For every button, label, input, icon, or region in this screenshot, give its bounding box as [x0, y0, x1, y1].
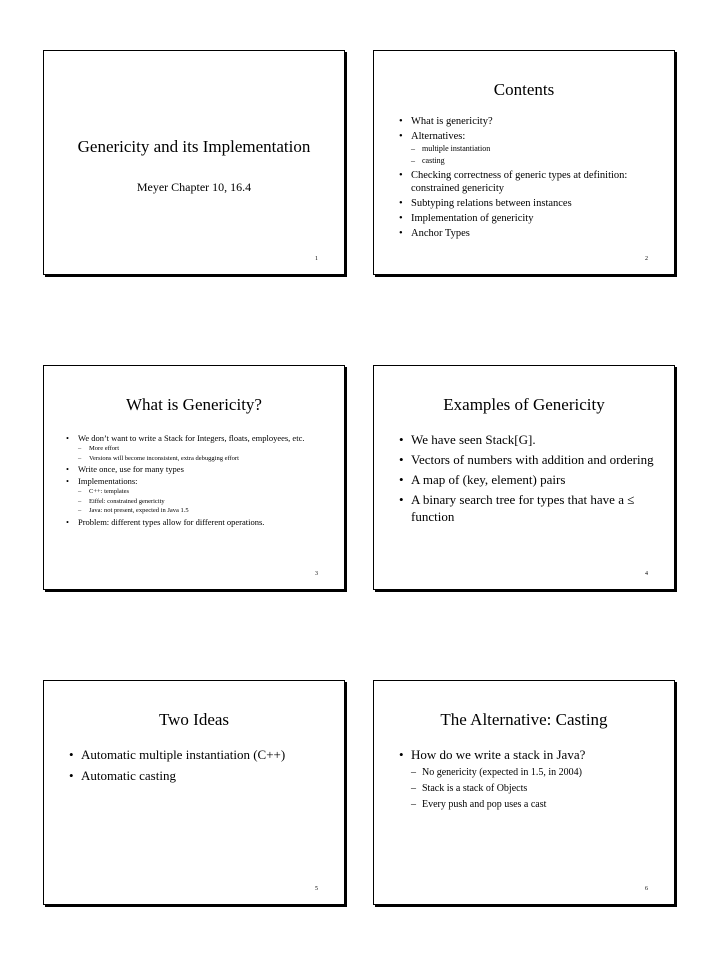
slide-number: 3	[315, 571, 318, 577]
sub-bullet-item: – Java: not present, expected in Java 1.5	[78, 506, 326, 516]
slide-3	[43, 365, 345, 590]
sub-bullet-list	[411, 766, 664, 811]
bullet-text: How do we write a stack in Java?	[411, 747, 586, 762]
slide-title: Genericity and its Implementation	[77, 137, 311, 156]
bullet-list	[399, 746, 664, 814]
sub-bullet-item: – Versions will become inconsistent, extra debugging effort	[78, 454, 326, 464]
sub-bullet-item: – Eiffel: constrained genericity	[78, 497, 326, 507]
bullet-list	[66, 433, 326, 529]
bullet-item: • Automatic multiple instantiation (C++)	[69, 746, 334, 763]
sub-bullet-list	[78, 444, 326, 463]
bullet-list	[399, 431, 664, 528]
bullet-item: • Write once, use for many types	[66, 464, 326, 475]
slide-number: 1	[315, 256, 318, 262]
bullet-text: Alternatives:	[411, 131, 466, 142]
bullet-item: • We have seen Stack[G].	[399, 431, 664, 448]
bullet-item: • Automatic casting	[69, 767, 334, 784]
bullet-item: • What is genericity?	[399, 115, 644, 128]
slide-subtitle: Meyer Chapter 10, 16.4	[136, 180, 252, 194]
bullet-item	[66, 433, 326, 463]
slide-title: What is Genericity?	[126, 395, 262, 414]
slide-2	[373, 50, 675, 275]
bullet-item: • Problem: different types allow for different operations.	[66, 517, 326, 528]
slide-title: Examples of Genericity	[443, 395, 605, 414]
bullet-item	[66, 476, 326, 516]
bullet-item: • Subtyping relations between instances	[399, 197, 644, 210]
sub-bullet-list	[411, 143, 644, 167]
sub-bullet-item: – Stack is a stack of Objects	[411, 782, 664, 795]
slide-title: Contents	[493, 80, 555, 99]
sub-bullet-item: – Every push and pop uses a cast	[411, 798, 664, 811]
slide-number: 2	[645, 256, 648, 262]
bullet-item	[399, 130, 644, 167]
bullet-text: Implementations:	[78, 476, 138, 486]
bullet-list	[69, 746, 334, 788]
slide-4	[373, 365, 675, 590]
bullet-item: • A binary search tree for types that have a ≤ function	[399, 491, 664, 525]
bullet-item: • Vectors of numbers with addition and ordering	[399, 451, 664, 468]
sub-bullet-item: – casting	[411, 155, 644, 167]
sub-bullet-item: – More effort	[78, 444, 326, 454]
slide-5	[43, 680, 345, 905]
slide-1	[43, 50, 345, 275]
bullet-text: We don’t want to write a Stack for Integers, floats, employees, etc.	[78, 433, 305, 443]
slide-title: Two Ideas	[158, 710, 230, 729]
sub-bullet-item: – No genericity (expected in 1.5, in 2004)	[411, 766, 664, 779]
bullet-list	[399, 115, 644, 242]
sub-bullet-item: – multiple instantiation	[411, 143, 644, 155]
slide-number: 6	[645, 886, 648, 892]
sub-bullet-item: – C++: templates	[78, 487, 326, 497]
slide-number: 4	[645, 571, 648, 577]
slide-title: The Alternative: Casting	[440, 710, 608, 729]
bullet-item	[399, 746, 664, 811]
slide-number: 5	[315, 886, 318, 892]
bullet-item: • Implementation of genericity	[399, 212, 644, 225]
bullet-item: • Anchor Types	[399, 227, 644, 240]
sub-bullet-list	[78, 487, 326, 516]
slide-6	[373, 680, 675, 905]
bullet-item: • A map of (key, element) pairs	[399, 471, 664, 488]
bullet-item: • Checking correctness of generic types at definition: constrained genericity	[399, 169, 644, 195]
